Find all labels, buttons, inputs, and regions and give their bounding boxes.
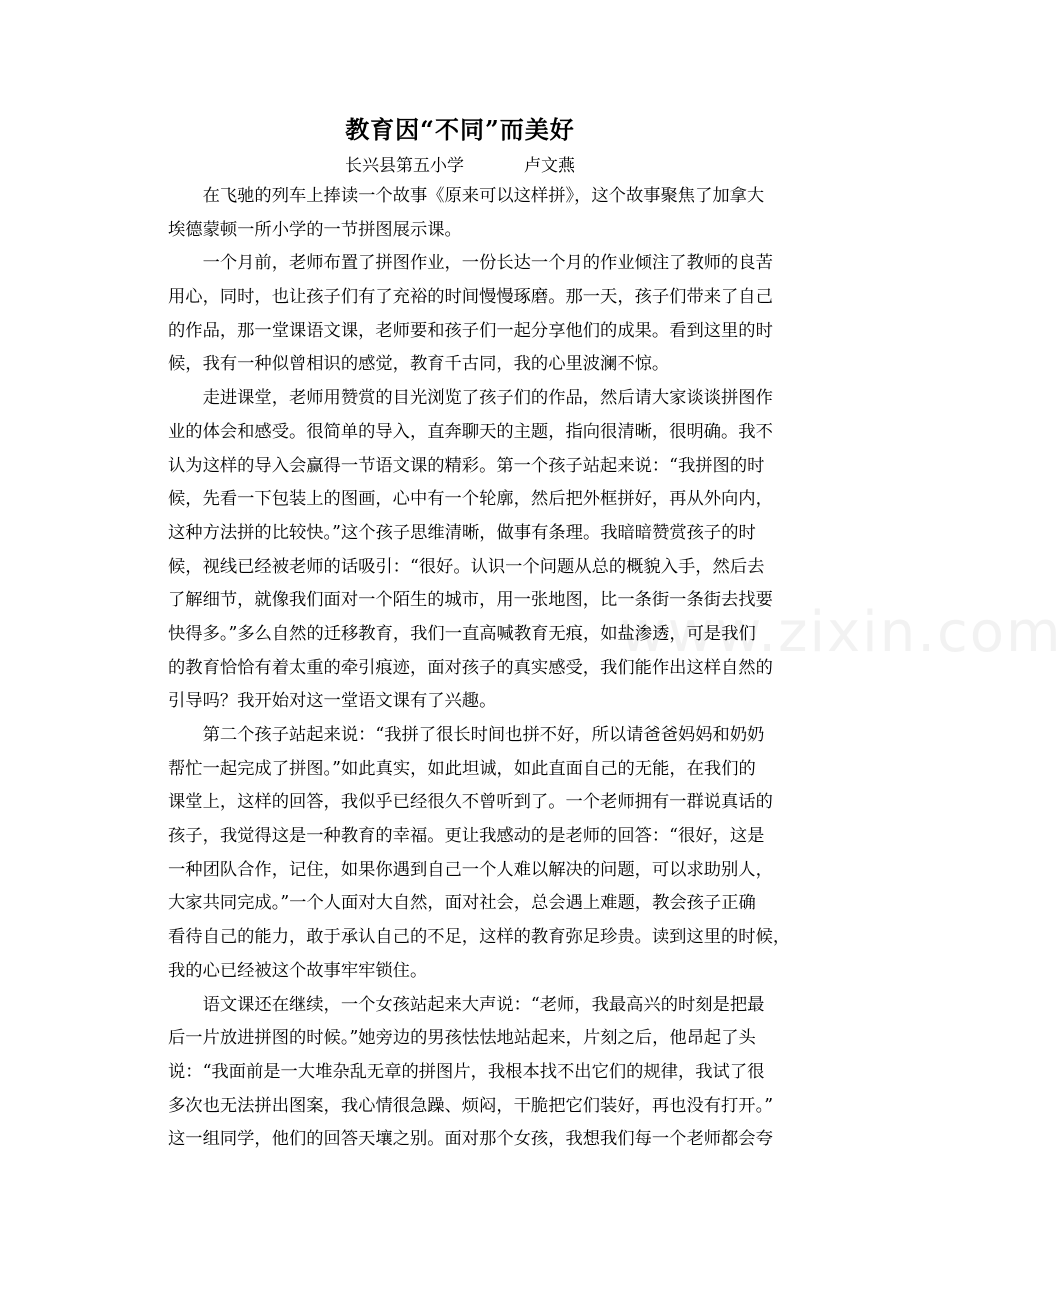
text-line: 走进课堂，老师用赞赏的目光浏览了孩子们的作品，然后请大家谈谈拼图作 <box>168 388 773 409</box>
text-line: 的教育恰恰有着太重的牵引痕迹，面对孩子的真实感受，我们能作出这样自然的 <box>168 657 773 678</box>
text-line: 的作品，那一堂课语文课，老师要和孩子们一起分享他们的成果。看到这里的时 <box>168 320 773 341</box>
text-line: 孩子，我觉得这是一种教育的幸福。更让我感动的是老师的回答：“很好，这是 <box>168 826 765 847</box>
text-line: 说：“我面前是一大堆杂乱无章的拼图片，我根本找不出它们的规律，我试了很 <box>168 1061 765 1082</box>
text-line: 候，先看一下包装上的图画，心中有一个轮廓，然后把外框拼好，再从外向内， <box>168 489 773 510</box>
text-line: 课堂上，这样的回答，我似乎已经很久不曾听到了。一个老师拥有一群说真话的 <box>168 792 773 813</box>
text-line: 业的体会和感受。很简单的导入，直奔聊天的主题，指向很清晰，很明确。我不 <box>168 421 773 442</box>
text-line: 埃德蒙顿一所小学的一节拼图展示课。 <box>168 219 462 240</box>
text-line: 用心，同时，也让孩子们有了充裕的时间慢慢琢磨。那一天，孩子们带来了自己 <box>168 287 773 308</box>
byline <box>0 153 920 179</box>
article-body <box>168 180 791 1157</box>
text-line: 引导吗？我开始对这一堂语文课有了兴趣。 <box>168 691 497 712</box>
text-line: 认为这样的导入会赢得一节语文课的精彩。第一个孩子站起来说：“我拼图的时 <box>168 455 765 476</box>
text-line: 一个月前，老师布置了拼图作业，一份长达一个月的作业倾注了教师的良苦 <box>168 253 773 274</box>
text-line: 帮忙一起完成了拼图。”如此真实，如此坦诚，如此直面自己的无能，在我们的 <box>168 758 756 779</box>
text-line: 我的心已经被这个故事牢牢锁住。 <box>168 960 428 981</box>
text-line: 候，视线已经被老师的话吸引：“很好。认识一个问题从总的概貌入手，然后去 <box>168 556 765 577</box>
text-line: 大家共同完成。”一个人面对大自然，面对社会，总会遇上难题，教会孩子正确 <box>168 893 756 914</box>
text-line: 候，我有一种似曾相识的感觉，教育千古同，我的心里波澜不惊。 <box>168 354 670 375</box>
watermark: www.zixin.com <box>620 600 1063 665</box>
text-line: 第二个孩子站起来说：“我拼了很长时间也拼不好，所以请爸爸妈妈和奶奶 <box>168 725 765 745</box>
text-line: 这种方法拼的比较快。”这个孩子思维清晰，做事有条理。我暗暗赞赏孩子的时 <box>168 522 756 543</box>
text-line: 后一片放进拼图的时候。”她旁边的男孩怯怯地站起来，片刻之后，他昂起了头 <box>168 1028 756 1049</box>
text-line: 快得多。”多么自然的迁移教育，我们一直高喊教育无痕，如盐渗透，可是我们 <box>168 623 756 644</box>
text-line: 这一组同学，他们的回答天壤之别。面对那个女孩，我想我们每一个老师都会夸 <box>168 1129 773 1150</box>
text-line: 了解细节，就像我们面对一个陌生的城市，用一张地图，比一条街一条街去找要 <box>168 590 773 611</box>
text-line: 多次也无法拼出图案，我心情很急躁、烦闷，干脆把它们装好，再也没有打开。” <box>168 1095 774 1116</box>
text-line: 看待自己的能力，敢于承认自己的不足，这样的教育弥足珍贵。读到这里的时候， <box>168 927 791 948</box>
school-name: 长兴县第五小学 <box>345 156 464 176</box>
text-line: 语文课还在继续，一个女孩站起来大声说：“老师，我最高兴的时刻是把最 <box>168 994 765 1015</box>
text-line: 一种团队合作，记住，如果你遇到自己一个人难以解决的问题，可以求助别人， <box>168 859 773 880</box>
document-title: 教育因“不同”而美好 <box>345 115 575 144</box>
text-line: 在飞驰的列车上捧读一个故事《原来可以这样拼》，这个故事聚焦了加拿大 <box>168 186 765 206</box>
author-name: 卢文燕 <box>524 156 575 176</box>
